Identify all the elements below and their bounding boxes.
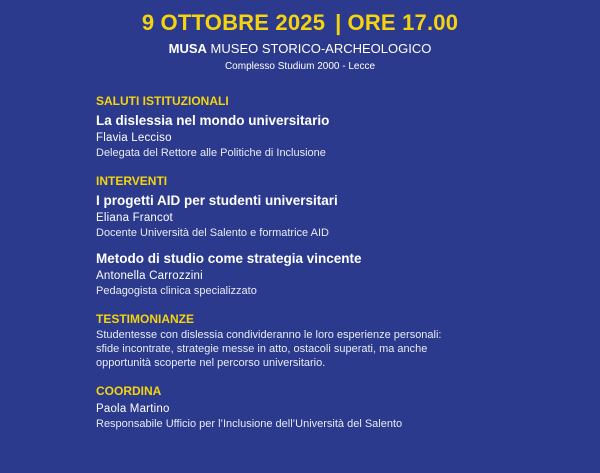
venue-short-name: MUSA xyxy=(168,41,207,56)
date-time-separator: | xyxy=(335,10,342,35)
section-title-coordina: COORDINA xyxy=(96,384,162,398)
event-date: 9 OTTOBRE 2025 xyxy=(141,10,326,35)
speaker-name: Flavia Lecciso xyxy=(96,132,172,144)
section-title-interventi: INTERVENTI xyxy=(96,174,168,188)
section-testimonianze xyxy=(96,312,566,370)
program xyxy=(96,94,566,431)
talk-title: La dislessia nel mondo universitario xyxy=(96,113,330,128)
speaker-role: Docente Università del Salento e formatrice AID xyxy=(96,227,329,239)
section-title-testimonianze: TESTIMONIANZE xyxy=(96,312,194,326)
paragraph-line: sfide incontrate, strategie messe in atto, ostacoli superati, ma anche xyxy=(96,343,428,355)
testimonianze-text xyxy=(96,328,566,370)
date-time-line xyxy=(0,10,600,36)
talk-item xyxy=(96,250,566,298)
paragraph-line: Studentesse con dislessia condivideranno le loro esperienze personali: xyxy=(96,329,442,341)
section-interventi xyxy=(96,174,566,298)
speaker-role: Pedagogista clinica specializzato xyxy=(96,285,257,297)
talk-item xyxy=(96,192,566,240)
speaker-name: Paola Martino xyxy=(96,403,170,415)
speaker-role: Responsabile Ufficio per l’Inclusione dell’Università del Salento xyxy=(96,418,403,430)
section-coordina xyxy=(96,384,566,431)
paragraph-line: opportunità scoperte nel percorso universitario. xyxy=(96,357,326,369)
talk-title: Metodo di studio come strategia vincente xyxy=(96,251,362,266)
event-time: ORE 17.00 xyxy=(347,10,459,35)
event-header xyxy=(0,10,600,72)
speaker-role: Delegata del Rettore alle Politiche di Inclusione xyxy=(96,147,326,159)
speaker-name: Eliana Francot xyxy=(96,212,173,224)
section-title-saluti: SALUTI ISTITUZIONALI xyxy=(96,94,229,108)
venue-full-name: MUSEO STORICO-ARCHEOLOGICO xyxy=(206,41,432,56)
speaker-name: Antonella Carrozzini xyxy=(96,270,203,282)
section-saluti xyxy=(96,94,566,160)
talk-title: I progetti AID per studenti universitari xyxy=(96,193,338,208)
venue-address: Complesso Studium 2000 - Lecce xyxy=(224,61,376,72)
venue-name xyxy=(0,41,600,56)
